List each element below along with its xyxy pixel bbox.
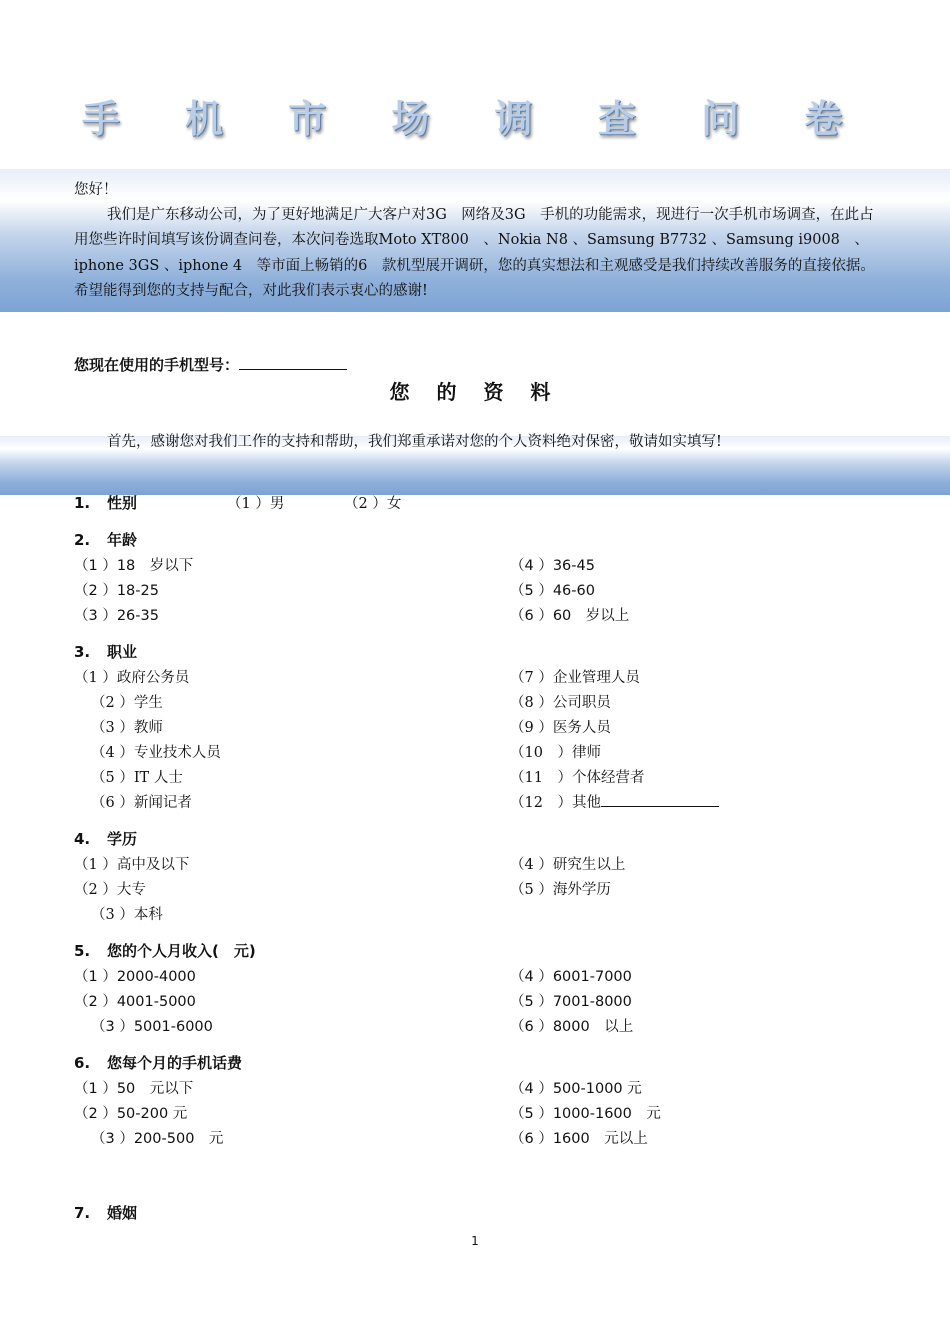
greeting: 您好！ bbox=[74, 182, 118, 198]
question-label: 年龄 bbox=[107, 531, 138, 549]
question-marital-status: 7. 婚姻 bbox=[74, 1204, 138, 1222]
option-education-1[interactable]: （1 ）高中及以下 bbox=[74, 857, 190, 873]
option-female[interactable]: （2 ）女 bbox=[344, 496, 402, 512]
question-education: 4. 学历 bbox=[74, 830, 138, 848]
option-bill-4[interactable]: （4 ）500-1000 元 bbox=[510, 1081, 642, 1097]
question-label: 婚姻 bbox=[107, 1204, 138, 1222]
option-age-5[interactable]: （5 ）46-60 bbox=[510, 583, 595, 599]
intro-paragraph: 我们是广东移动公司，为了更好地满足广大客户对3G 网络及3G 手机的功能需求，现进行一次手机市场调查，在此占用您些许时间填写该份调查问卷，本次问卷选取Moto XT800 、Nokia N8 、Samsung B7732 、Samsung i9008 、iphone 3GS 、iphone 4 等市面上畅销的6 款机型展开调研，您的真实想法和主观感受是我们持续改善服务的直接依据。希望能得到您的支持与配合，对此我们表示衷心的感谢! bbox=[74, 207, 875, 299]
option-education-5[interactable]: （5 ）海外学历 bbox=[510, 882, 611, 898]
option-education-2[interactable]: （2 ）大专 bbox=[74, 882, 146, 898]
option-occupation-4[interactable]: （4 ）专业技术人员 bbox=[91, 745, 221, 761]
question-label: 您的个人月收入( 元) bbox=[107, 942, 256, 960]
question-occupation: 3. 职业 bbox=[74, 643, 138, 661]
option-occupation-8[interactable]: （8 ）公司职员 bbox=[510, 695, 611, 711]
question-label: 您每个月的手机话费 bbox=[107, 1054, 243, 1072]
option-occupation-1[interactable]: （1 ）政府公务员 bbox=[74, 670, 190, 686]
option-income-3[interactable]: （3 ）5001-6000 bbox=[91, 1019, 213, 1035]
option-bill-3[interactable]: （3 ）200-500 元 bbox=[91, 1131, 224, 1147]
question-gender: 1. 性别 bbox=[74, 494, 138, 512]
option-occupation-2[interactable]: （2 ）学生 bbox=[91, 695, 163, 711]
option-bill-5[interactable]: （5 ）1000-1600 元 bbox=[510, 1106, 661, 1122]
question-income: 5. 您的个人月收入( 元) bbox=[74, 942, 256, 960]
option-occupation-12[interactable] bbox=[510, 791, 719, 812]
option-education-4[interactable]: （4 ）研究生以上 bbox=[510, 857, 626, 873]
option-bill-1[interactable]: （1 ）50 元以下 bbox=[74, 1081, 194, 1097]
option-age-4[interactable]: （4 ）36-45 bbox=[510, 558, 595, 574]
model-question bbox=[74, 354, 347, 375]
option-other-label: （12 ）其他 bbox=[510, 795, 601, 811]
option-occupation-9[interactable]: （9 ）医务人员 bbox=[510, 720, 611, 736]
intro-block bbox=[74, 178, 880, 304]
option-income-5[interactable]: （5 ）7001-8000 bbox=[510, 994, 632, 1010]
question-age: 2. 年龄 bbox=[74, 531, 138, 549]
option-bill-6[interactable]: （6 ）1600 元以上 bbox=[510, 1131, 648, 1147]
option-occupation-5[interactable]: （5 ）IT 人士 bbox=[91, 770, 183, 786]
question-label: 性别 bbox=[107, 494, 138, 512]
option-age-2[interactable]: （2 ）18-25 bbox=[74, 583, 159, 599]
option-income-4[interactable]: （4 ）6001-7000 bbox=[510, 969, 632, 985]
option-age-1[interactable]: （1 ）18 岁以下 bbox=[74, 558, 194, 574]
option-bill-2[interactable]: （2 ）50-200 元 bbox=[74, 1106, 188, 1122]
section-title: 您 的 资 料 bbox=[389, 380, 561, 404]
question-phone-bill: 6. 您每个月的手机话费 bbox=[74, 1054, 243, 1072]
model-answer-blank[interactable] bbox=[239, 355, 347, 370]
privacy-statement: 首先，感谢您对我们工作的支持和帮助，我们郑重承诺对您的个人资料绝对保密，敬请如实填写! bbox=[107, 434, 722, 450]
option-income-2[interactable]: （2 ）4001-5000 bbox=[74, 994, 196, 1010]
option-age-6[interactable]: （6 ）60 岁以上 bbox=[510, 608, 630, 624]
option-occupation-6[interactable]: （6 ）新闻记者 bbox=[91, 795, 192, 811]
option-occupation-3[interactable]: （3 ）教师 bbox=[91, 720, 163, 736]
option-income-1[interactable]: （1 ）2000-4000 bbox=[74, 969, 196, 985]
option-occupation-7[interactable]: （7 ）企业管理人员 bbox=[510, 670, 640, 686]
page-title: 手 机 市 场 调 查 问 卷 bbox=[81, 96, 869, 141]
option-occupation-10[interactable]: （10 ）律师 bbox=[510, 745, 601, 761]
option-occupation-11[interactable]: （11 ）个体经营者 bbox=[510, 770, 645, 786]
option-age-3[interactable]: （3 ）26-35 bbox=[74, 608, 159, 624]
question-label: 职业 bbox=[107, 643, 138, 661]
option-education-3[interactable]: （3 ）本科 bbox=[91, 907, 163, 923]
option-male[interactable]: （1 ）男 bbox=[227, 496, 285, 512]
model-question-label: 您现在使用的手机型号： bbox=[74, 356, 240, 374]
option-income-6[interactable]: （6 ）8000 以上 bbox=[510, 1019, 634, 1035]
other-answer-blank[interactable] bbox=[601, 792, 719, 807]
question-label: 学历 bbox=[107, 830, 138, 848]
page-number: 1 bbox=[471, 1234, 479, 1248]
